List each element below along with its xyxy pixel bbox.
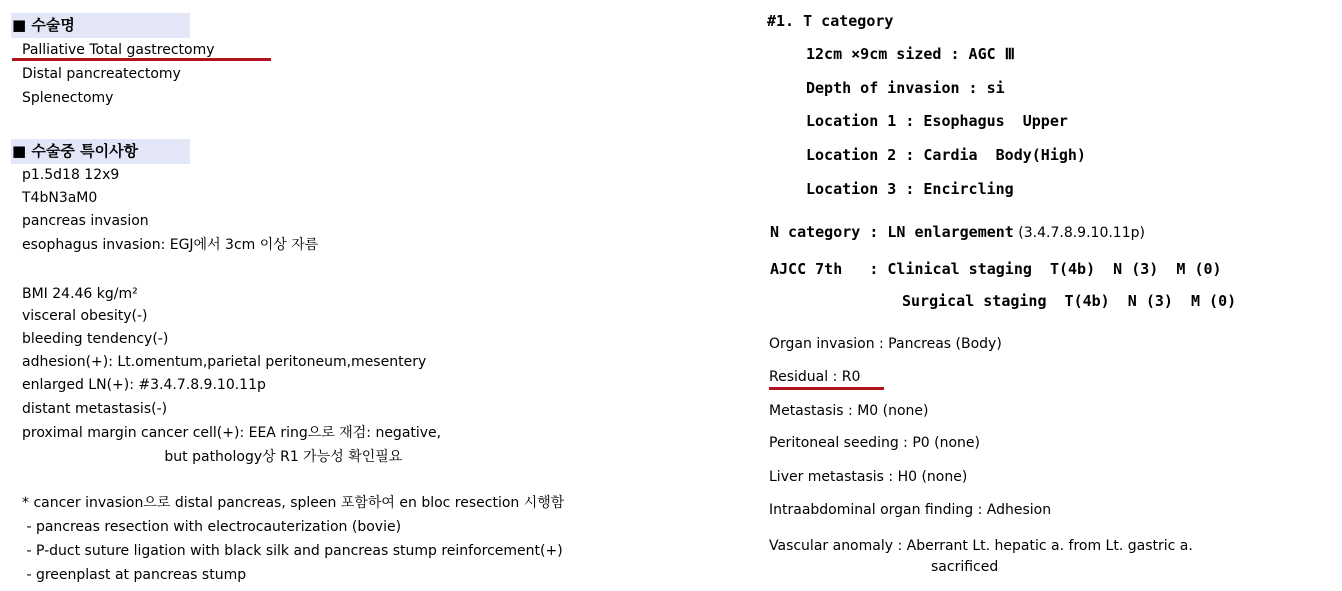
- location-3: Location 3 : Encircling: [806, 180, 1014, 198]
- surgery-underline: [12, 58, 271, 61]
- finding-line: but pathology상 R1 가능성 확인필요: [22, 449, 403, 465]
- finding-line: distant metastasis(-): [22, 401, 168, 417]
- intraabdominal-finding: Intraabdominal organ finding : Adhesion: [769, 502, 1052, 518]
- organ-invasion: Organ invasion : Pancreas (Body): [769, 336, 1002, 352]
- depth-of-invasion: Depth of invasion : si: [806, 79, 1005, 97]
- ajcc-clinical: AJCC 7th : Clinical staging T(4b) N (3) M (0): [770, 260, 1222, 278]
- finding-line: esophagus invasion: EGJ에서 3cm 이상 자름: [22, 237, 319, 253]
- n-category: [770, 222, 1145, 243]
- finding-line: * cancer invasion으로 distal pancreas, spleen 포함하여 en bloc resection 시행함: [22, 495, 565, 511]
- finding-line: BMI 24.46 kg/m²: [22, 286, 138, 302]
- n-category-label: N category : LN enlargement: [770, 223, 1014, 241]
- finding-line: T4bN3aM0: [22, 190, 98, 206]
- metastasis: Metastasis : M0 (none): [769, 403, 929, 419]
- peritoneal-seeding: Peritoneal seeding : P0 (none): [769, 435, 980, 451]
- surgery-item-2: Distal pancreatectomy: [22, 66, 181, 82]
- n-category-detail: (3.4.7.8.9.10.11p): [1013, 225, 1145, 241]
- vascular-anomaly: Vascular anomaly : Aberrant Lt. hepatic a. from Lt. gastric a.: [769, 538, 1193, 554]
- t-category-title: #1. T category: [767, 12, 894, 30]
- ajcc-surgical: Surgical staging T(4b) N (3) M (0): [902, 292, 1237, 310]
- finding-line: - pancreas resection with electrocauterization (bovie): [22, 519, 402, 535]
- finding-line: pancreas invasion: [22, 213, 149, 229]
- finding-line: proximal margin cancer cell(+): EEA ring으로 재검: negative,: [22, 425, 442, 441]
- finding-line: bleeding tendency(-): [22, 331, 169, 347]
- surgery-item-3: Splenectomy: [22, 90, 114, 106]
- finding-line: - P-duct suture ligation with black silk and pancreas stump reinforcement(+): [22, 543, 563, 559]
- tumor-size: 12cm ×9cm sized : AGC Ⅲ: [806, 45, 1016, 63]
- finding-line: p1.5d18 12x9: [22, 167, 120, 183]
- finding-line: visceral obesity(-): [22, 308, 148, 324]
- residual-underline: [769, 387, 884, 390]
- finding-line: adhesion(+): Lt.omentum,parietal peritoneum,mesentery: [22, 354, 427, 370]
- location-2: Location 2 : Cardia Body(High): [806, 146, 1086, 164]
- findings-heading: ■ 수술중 특이사항: [11, 139, 190, 164]
- surgery-heading: ■ 수술명: [11, 13, 190, 38]
- finding-line: enlarged LN(+): #3.4.7.8.9.10.11p: [22, 377, 266, 393]
- location-1: Location 1 : Esophagus Upper: [806, 112, 1068, 130]
- surgery-item-1: Palliative Total gastrectomy: [22, 42, 215, 58]
- vascular-anomaly-cont: sacrificed: [931, 559, 999, 575]
- liver-metastasis: Liver metastasis : H0 (none): [769, 469, 968, 485]
- finding-line: - greenplast at pancreas stump: [22, 567, 247, 583]
- residual: Residual : R0: [769, 369, 861, 385]
